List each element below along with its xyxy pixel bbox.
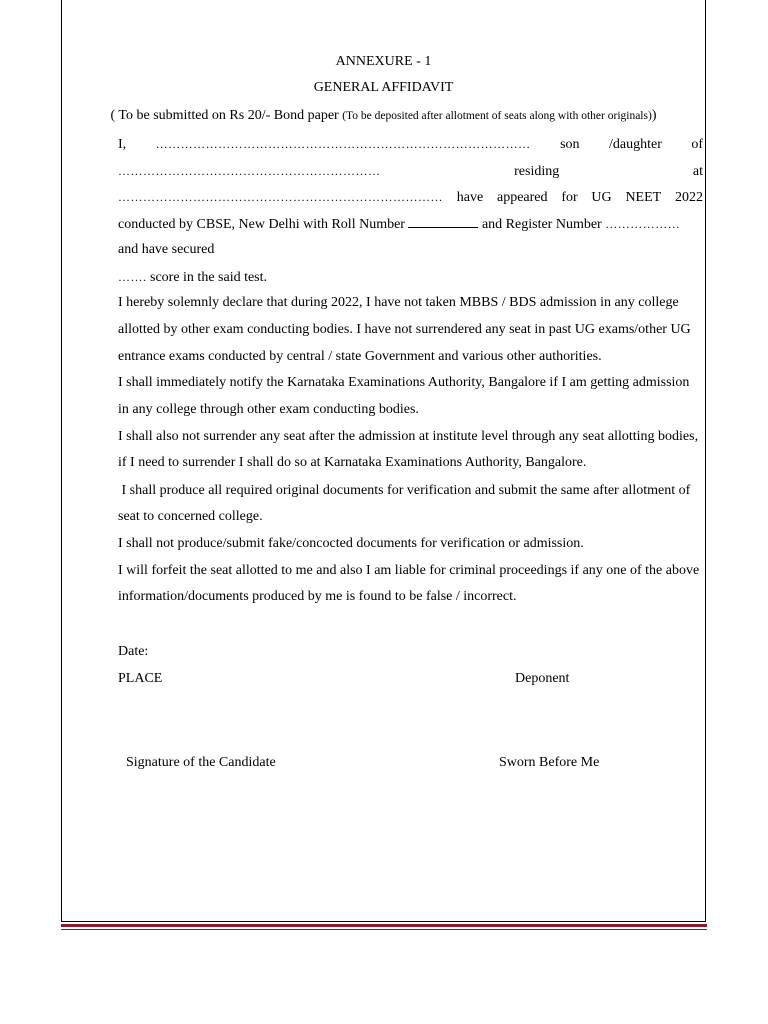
footer-rule-thin <box>61 929 707 930</box>
annexure-heading: ANNEXURE - 1 <box>335 54 432 69</box>
roll-number-text: conducted by CBSE, New Delhi with Roll Number <box>118 217 405 232</box>
instruction-close: ) <box>651 108 657 123</box>
parent-name-blank: ……………………………………………………… <box>118 164 381 178</box>
place-label: PLACE <box>118 671 163 686</box>
declaration-line: entrance exams conducted by central / state Government and various other authorities. <box>118 349 602 364</box>
roll-number-blank <box>408 215 478 228</box>
declaration-line: I will forfeit the seat allotted to me and also I am liable for criminal proceedings if any one of the above <box>118 563 700 578</box>
affidavit-title: GENERAL AFFIDAVIT <box>313 80 454 95</box>
declaration-line: if I need to surrender I shall do so at Karnataka Examinations Authority, Bangalore. <box>118 455 587 470</box>
declaration-line: I shall immediately notify the Karnataka Examinations Authority, Bangalore if I am getting admission <box>118 375 690 390</box>
declaration-line: I shall also not surrender any seat after the admission at institute level through any seat allotting bodies, <box>118 429 699 444</box>
deponent-label: Deponent <box>515 671 570 686</box>
signature-label: Signature of the Candidate <box>126 755 276 770</box>
form-line-appeared <box>118 188 703 207</box>
name-blank: ……………………………………………………………………………… <box>155 137 531 151</box>
declaration-line: I shall produce all required original documents for verification and submit the same after allotment of <box>118 483 691 498</box>
address-blank: …………………………………………………………………… <box>118 190 443 204</box>
form-word-daughter: /daughter <box>608 137 662 152</box>
form-word: NEET <box>625 190 662 205</box>
instruction-main: ( To be submitted on Rs 20/- Bond paper <box>110 108 339 123</box>
declaration-line: I hereby solemnly declare that during 2022, I have not taken MBBS / BDS admission in any college <box>118 295 679 310</box>
form-line-residing <box>118 162 703 181</box>
declaration-line: seat to concerned college. <box>118 509 263 524</box>
form-word-residing: residing <box>514 164 560 179</box>
score-blank: ……. <box>118 270 147 284</box>
form-line-secured: and have secured <box>118 242 215 257</box>
sworn-before-me-label: Sworn Before Me <box>499 755 600 770</box>
declaration-line: information/documents produced by me is found to be false / incorrect. <box>118 589 517 604</box>
submission-instruction <box>61 107 706 125</box>
form-word: 2022 <box>674 190 703 205</box>
instruction-small: (To be deposited after allotment of seats along with other originals) <box>342 110 652 122</box>
form-word: have <box>456 190 484 205</box>
register-number-text: and Register Number <box>481 217 602 232</box>
declaration-line: in any college through other exam conducting bodies. <box>118 402 419 417</box>
date-label: Date: <box>118 644 149 659</box>
form-word: appeared <box>497 190 548 205</box>
form-word: for <box>561 190 578 205</box>
form-word-at: at <box>692 164 703 179</box>
form-word-of: of <box>691 137 703 152</box>
form-line-roll-number <box>118 215 703 234</box>
form-word: UG <box>591 190 612 205</box>
footer-rule-thick <box>61 924 707 927</box>
form-line-name <box>118 135 703 154</box>
declaration-line: allotted by other exam conducting bodies. I have not surrendered any seat in past UG exams/other UG <box>118 322 691 337</box>
declaration-line: I shall not produce/submit fake/concocted documents for verification or admission. <box>118 536 584 551</box>
register-number-blank: ……………… <box>605 217 681 231</box>
form-prefix: I, <box>118 137 127 152</box>
score-text: score in the said test. <box>150 270 268 285</box>
form-line-score <box>118 268 703 287</box>
form-word-son: son <box>560 137 580 152</box>
